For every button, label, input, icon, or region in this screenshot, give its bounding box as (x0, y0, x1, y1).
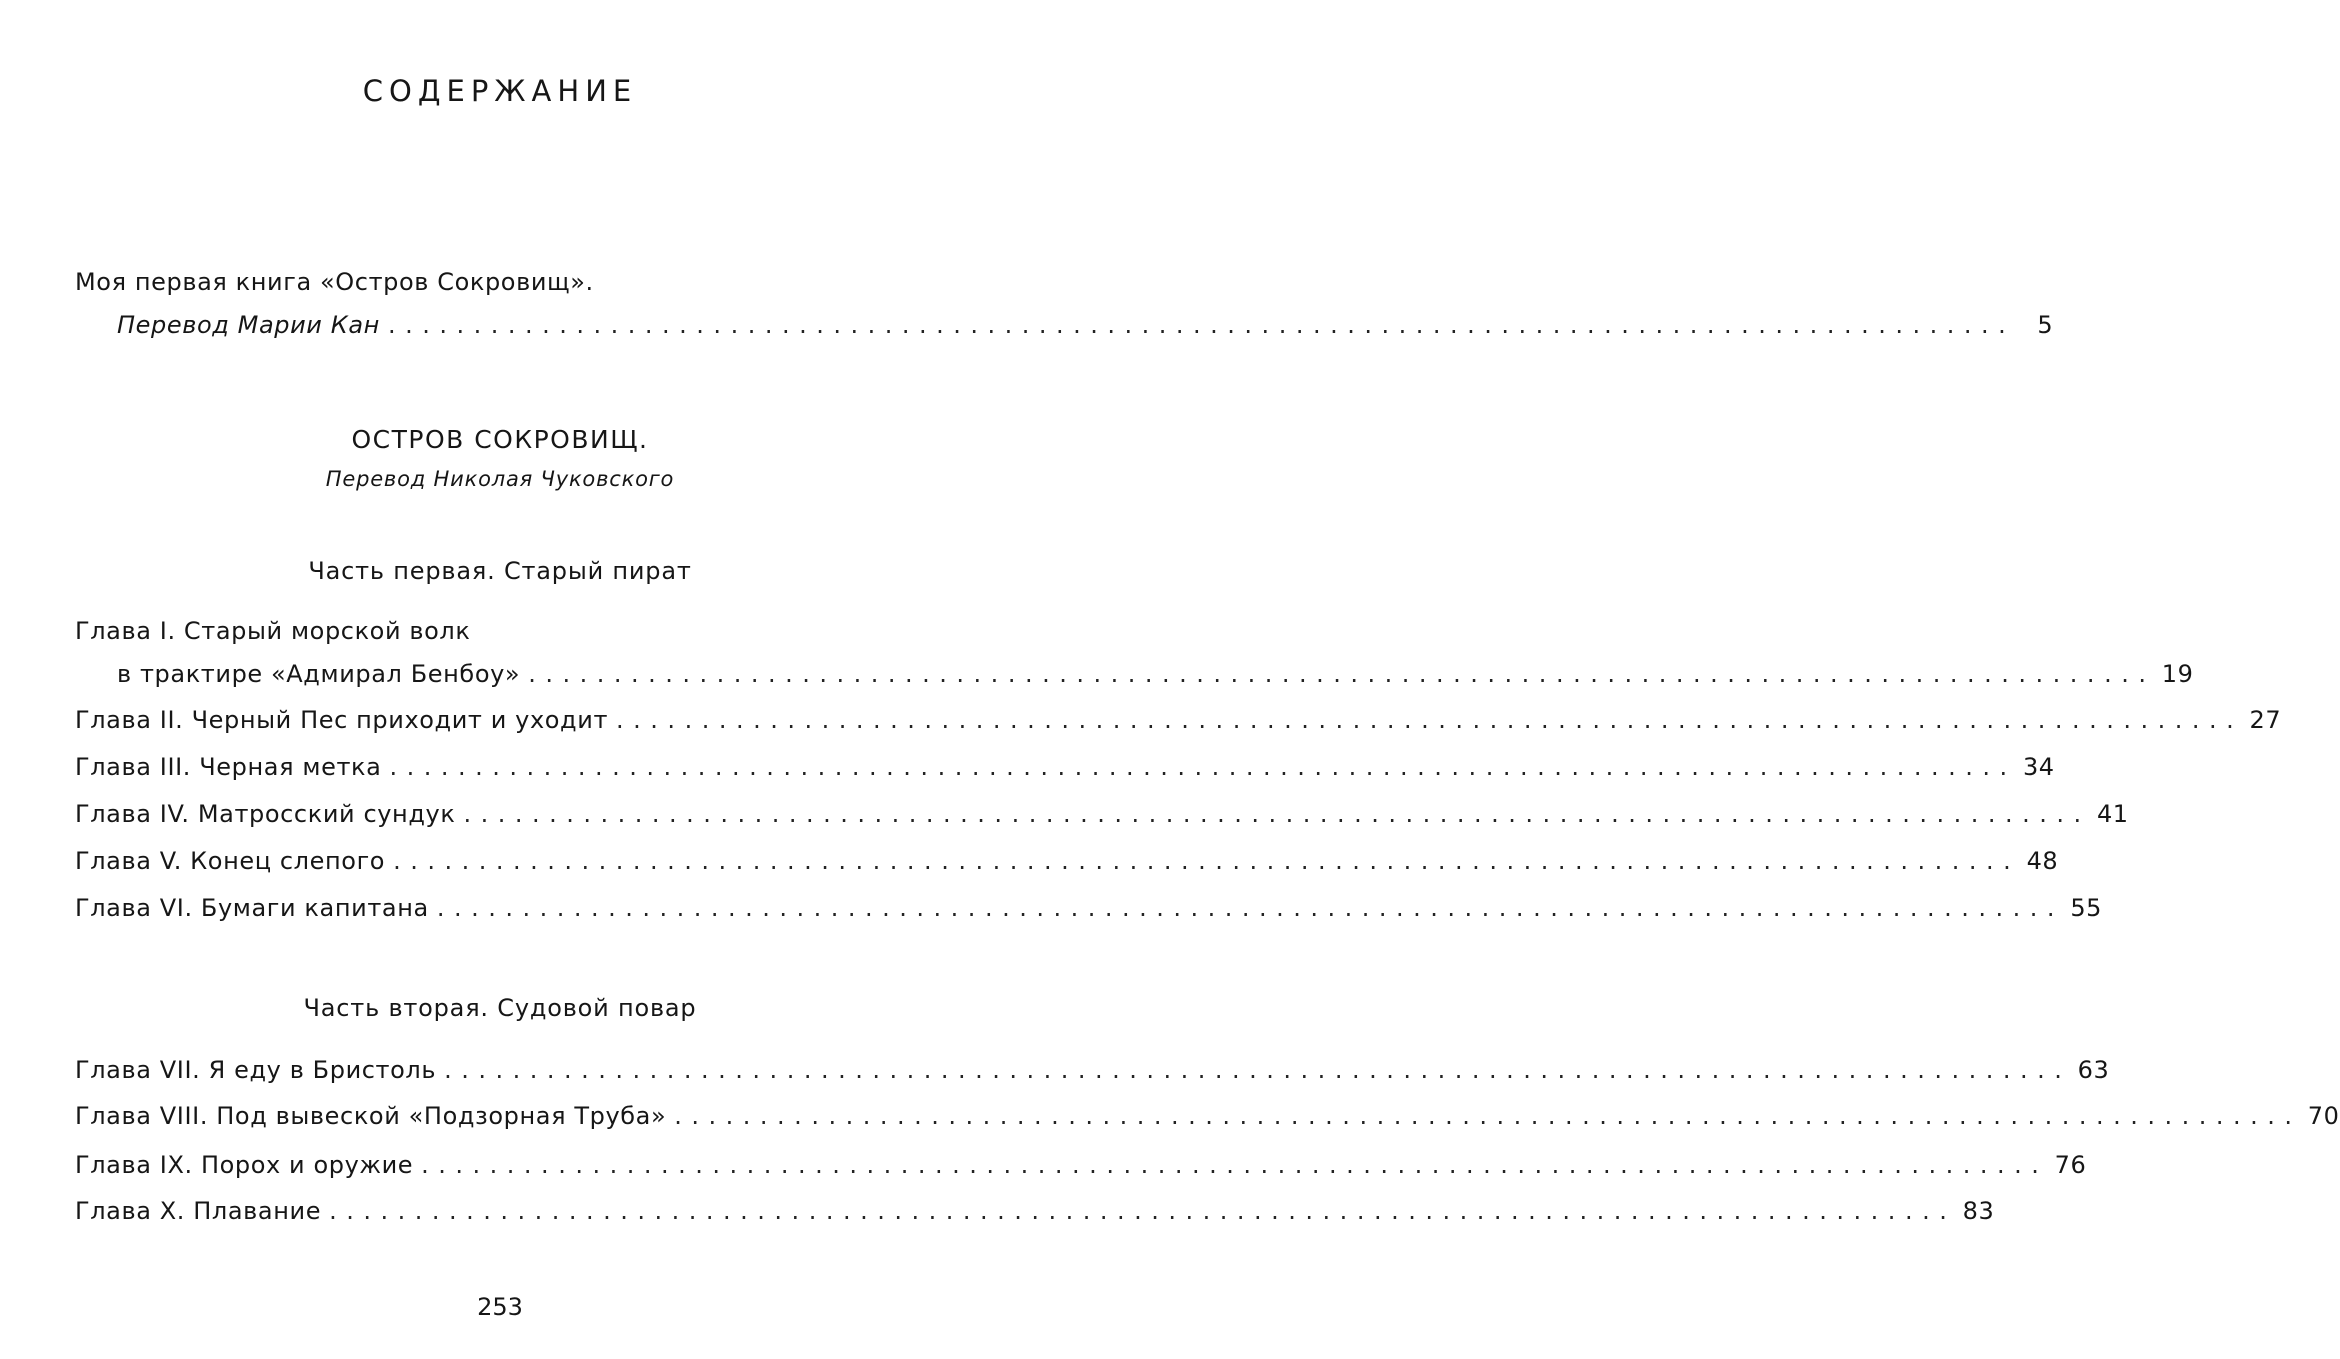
dot-leader: ............................................................................................... (393, 847, 2021, 875)
toc-entry[interactable] (75, 753, 2055, 787)
page-ref: 27 (2249, 706, 2282, 734)
page-ref: 5 (2037, 311, 2054, 339)
chapter-title: Глава IV. Матросский сундук (75, 800, 456, 828)
dot-leader: ............................................................................................... (387, 311, 2016, 339)
toc-entry[interactable] (75, 706, 2282, 740)
dot-leader: ............................................................................................... (329, 1197, 1957, 1225)
page-ref: 83 (1962, 1197, 1995, 1225)
dot-leader: ............................................................................................... (674, 1102, 2302, 1130)
dot-leader: ............................................................................................... (436, 894, 2065, 922)
chapter-title: Глава VII. Я еду в Бристоль (75, 1056, 437, 1084)
page-number: 253 (477, 1293, 523, 1321)
toc-entry[interactable] (75, 894, 2103, 928)
chapter-title: Глава II. Черный Пес приходит и уходит (75, 706, 609, 734)
part-title: Часть первая. Старый пират (308, 557, 692, 585)
dot-leader: ............................................................................................... (421, 1151, 2049, 1179)
page-ref: 48 (2026, 847, 2059, 875)
dot-leader: ............................................................................................... (444, 1056, 2072, 1084)
contents-title: СОДЕРЖАНИЕ (362, 74, 638, 108)
dot-leader: ............................................................................................... (528, 660, 2156, 688)
chapter-title: Глава VI. Бумаги капитана (75, 894, 429, 922)
chapter-title: Глава VIII. Под вывеской «Подзорная Труба» (75, 1102, 667, 1130)
toc-entry[interactable] (75, 800, 2129, 834)
page-ref: 19 (2161, 660, 2194, 688)
chapter-title: Глава III. Черная метка (75, 753, 382, 781)
dot-leader: ............................................................................................... (389, 753, 2017, 781)
part-title: Часть вторая. Судовой повар (303, 994, 697, 1022)
toc-entry[interactable] (75, 847, 2059, 881)
book-title: ОСТРОВ СОКРОВИЩ. (351, 425, 649, 454)
page-ref: 76 (2054, 1151, 2087, 1179)
chapter-title: Глава V. Конец слепого (75, 847, 386, 875)
toc-entry[interactable] (75, 1056, 2110, 1090)
dot-leader: ............................................................................................... (616, 706, 2244, 734)
chapter-title: Глава IX. Порох и оружие (75, 1151, 414, 1179)
chapter-title: Глава X. Плавание (75, 1197, 322, 1225)
toc-entry[interactable] (75, 617, 879, 651)
toc-entry[interactable] (75, 1102, 2340, 1136)
preface-translator-line[interactable] (117, 311, 2054, 345)
page-ref: 41 (2096, 800, 2129, 828)
toc-entry[interactable] (75, 1151, 2087, 1185)
chapter-title-continuation: в трактире «Адмирал Бенбоу» (117, 660, 521, 688)
page-ref: 63 (2077, 1056, 2110, 1084)
preface-title: Моя первая книга «Остров Сокровищ». (75, 268, 594, 296)
chapter-title: Глава I. Старый морской волк (75, 617, 471, 645)
dot-leader: ............................................................................................... (463, 800, 2091, 828)
page-ref: 55 (2070, 894, 2103, 922)
book-translator: Перевод Николая Чуковского (325, 467, 675, 491)
preface-entry[interactable] (75, 268, 879, 302)
page-ref: 34 (2022, 753, 2055, 781)
toc-entry-continuation[interactable] (117, 660, 2194, 694)
page-ref: 70 (2307, 1102, 2340, 1130)
toc-entry[interactable] (75, 1197, 1995, 1231)
preface-translator: Перевод Марии Кан (117, 311, 380, 339)
